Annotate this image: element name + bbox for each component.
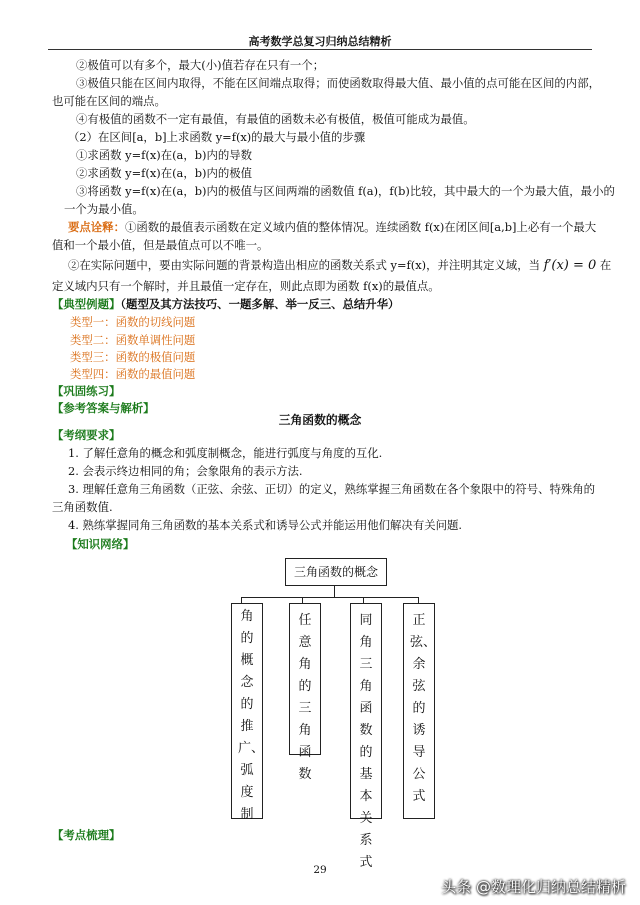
practice-heading: 【巩固练习】 (52, 384, 121, 398)
line-11: 值和一个最小值，但是最值点可以不唯一。 (52, 238, 269, 252)
example-type-2: 类型二：函数单调性问题 (70, 333, 196, 347)
diagram-root-label: 三角函数的概念 (293, 565, 378, 579)
diagram-root-box (285, 558, 387, 586)
derivative-formula: f′(x) = 0 (543, 258, 597, 273)
diagram-child-1 (231, 603, 265, 822)
diagram-child-3 (350, 603, 382, 870)
diagram-child-2-label: 任意角的三角函数 (298, 613, 312, 782)
line-7: ②求函数 y=f(x)在(a，b)内的极值 (76, 166, 253, 180)
line-13: 定义域内只有一个解时，并且最值一定存在，则此点即为函数 f(x)的最值点。 (52, 279, 440, 293)
diagram-child-4 (403, 603, 435, 819)
line-12-text: ②在实际问题中，要由实际问题的背景构造出相应的函数关系式 y=f(x)，并注明其定义域，当 (68, 258, 540, 272)
topics-heading: 【考点梳理】 (52, 828, 121, 842)
line-10 (68, 220, 596, 234)
line-12 (68, 258, 611, 273)
examples-heading: 【典型例题】 (52, 297, 121, 311)
line-2: ③极值只能在区间内取得，不能在区间端点取得；而使函数取得最大值、最小值的点可能在区间的内部， (76, 76, 600, 90)
requirement-2: 2. 会表示终边相同的角；会象限角的表示方法. (68, 464, 303, 478)
requirement-1: 1. 了解任意角的概念和弧度制概念，能进行弧度与角度的互化. (68, 446, 383, 460)
line-5: （2）在区间[a，b]上求函数 y=f(x)的最大与最小值的步骤 (68, 130, 366, 144)
line-1: ②极值可以有多个，最大(小)值若存在只有一个； (76, 58, 325, 72)
examples-subheading: （题型及其方法技巧、一题多解、举一反三、总结升华） (120, 297, 400, 311)
requirements-heading: 【考纲要求】 (52, 428, 121, 442)
example-type-1: 类型一：函数的切线问题 (70, 315, 196, 329)
line-6: ①求函数 y=f(x)在(a，b)内的导数 (76, 148, 253, 162)
key-point-label: 要点诠释： (68, 220, 125, 234)
page-header: 高考数学总复习归纳总结精析 (248, 35, 392, 48)
requirement-4: 4. 熟练掌握同角三角函数的基本关系式和诱导公式并能运用他们解决有关问题. (68, 518, 463, 532)
example-type-3: 类型三：函数的极值问题 (70, 350, 196, 364)
network-heading: 【知识网络】 (66, 537, 135, 551)
answers-heading: 【参考答案与解析】 (52, 401, 155, 415)
line-9: 一个为最小值。 (64, 202, 144, 216)
diagram-child-2 (289, 603, 321, 782)
diagram-child-3-label: 同角三角函数的基本关系式 (359, 613, 373, 870)
section-title: 三角函数的概念 (278, 413, 362, 427)
page-number: 29 (313, 864, 327, 876)
line-12-tail: 在 (599, 258, 612, 272)
header-rule (48, 49, 592, 50)
line-3: 也可能在区间的端点。 (52, 94, 166, 108)
line-4: ④有极值的函数不一定有最值，有最值的函数未必有极值，极值可能成为最值。 (76, 112, 475, 126)
diagram-child-4-label: 正弦、余弦的诱导公式 (410, 613, 437, 804)
diagram-branch-bar (241, 597, 418, 598)
requirement-3: 3. 理解任意角三角函数（正弦、余弦、正切）的定义，熟练掌握三角函数在各个象限中的符号、特殊角的 (68, 482, 596, 496)
requirement-3-cont: 三角函数值. (52, 500, 113, 514)
diagram-child-1-label: 角的概念的推广、弧度制 (238, 609, 265, 822)
line-10-text: ①函数的最值表示函数在定义域内值的整体情况。连续函数 f(x)在闭区间[a,b]上必有一个最大 (124, 220, 597, 234)
examples-heading-row (52, 297, 399, 311)
example-type-4: 类型四：函数的最值问题 (70, 367, 196, 381)
diagram-stem (334, 585, 335, 597)
watermark: 头条 @数理化归纳总结精析 (441, 878, 626, 896)
line-8: ③将函数 y=f(x)在(a，b)内的极值与区间两端的函数值 f(a)，f(b)比较，其中最大的一个为最大值，最小的 (76, 184, 615, 198)
